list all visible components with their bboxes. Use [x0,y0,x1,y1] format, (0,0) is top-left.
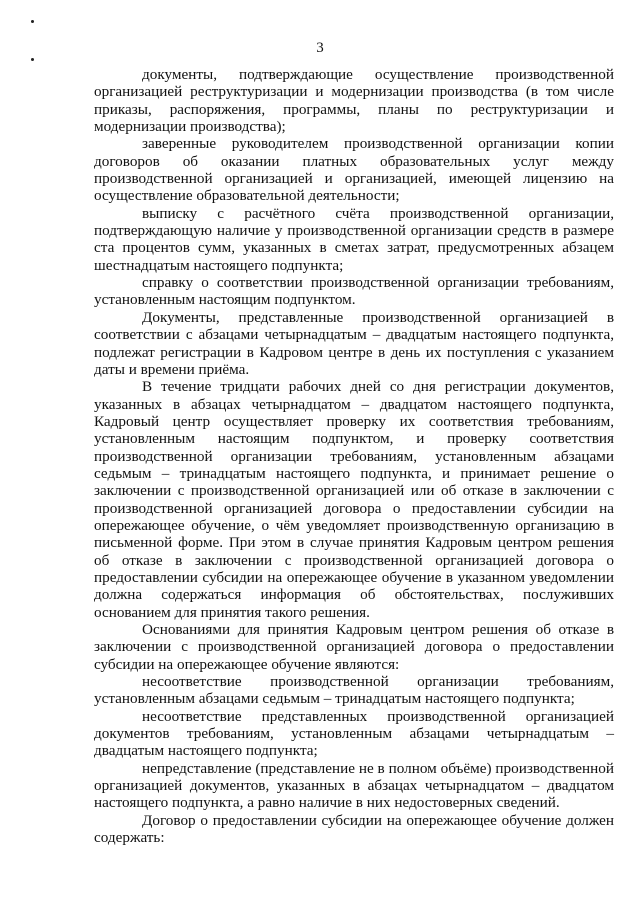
paragraph: непредставление (представление не в полном объёме) производственной организацией документов, указанных в абзацах четырнадцатом – двадцатом настоящего подпункта, а равно наличие в них недостоверных сведений. [94,759,614,812]
document-body [94,66,614,846]
scan-speck-mark [31,20,34,23]
scan-speck-mark [31,58,34,61]
page-number: 3 [316,40,324,56]
paragraph: справку о соответствии производственной организации требованиям, установленным настоящим подпунктом. [94,274,614,309]
paragraph: выписку с расчётного счёта производственной организации, подтверждающую наличие у производственной организации средств в размере ста процентов сумм, указанных в сметах затрат, предусмотренных абзацем шестнадцатым настоящего подпункта; [94,204,614,274]
paragraph: документы, подтверждающие осуществление производственной организацией реструктуризации и модернизации производства (в том числе приказы, распоряжения, программы, планы по реструктуризации и модернизации производства); [94,66,614,136]
paragraph: В течение тридцати рабочих дней со дня регистрации документов, указанных в абзацах четырнадцатом – двадцатом настоящего подпункта, Кадровый центр осуществляет проверку их соответствия требованиям, установленным настоящим подпунктом, и проверку соответствия производственной организации требованиям, установленным абзацами седьмым – тринадцатым настоящего подпункта, и принимает решение о заключении с производственной организацией или об отказе в заключении с производственной организацией договора о предоставлении субсидии на опережающее обучение, о чём уведомляет производственную организацию в письменной форме. При этом в случае принятия Кадровым центром решения об отказе в заключении с производственной организацией договора о предоставлении субсидии на опережающее обучение в указанном уведомлении должна содержаться информация об обстоятельствах, послуживших основанием для принятия такого решения. [94,378,614,621]
paragraph: Документы, представленные производственной организацией в соответствии с абзацами четырнадцатым – двадцатым настоящего подпункта, подлежат регистрации в Кадровом центре в день их поступления с указанием даты и времени приёма. [94,308,614,378]
paragraph: Основаниями для принятия Кадровым центром решения об отказе в заключении с производственной организацией договора о предоставлении субсидии на опережающее обучение являются: [94,621,614,673]
paragraph: заверенные руководителем производственной организации копии договоров об оказании платных образовательных услуг между производственной организацией и организацией, имеющей лицензию на осуществление образовательной деятельности; [94,135,614,205]
paragraph: Договор о предоставлении субсидии на опережающее обучение должен содержать: [94,811,614,847]
paragraph: несоответствие представленных производственной организацией документов требованиям, установленным абзацами четырнадцатым – двадцатым настоящего подпункта; [94,707,614,760]
paragraph: несоответствие производственной организации требованиям, установленным абзацами седьмым – тринадцатым настоящего подпункта; [94,673,614,708]
